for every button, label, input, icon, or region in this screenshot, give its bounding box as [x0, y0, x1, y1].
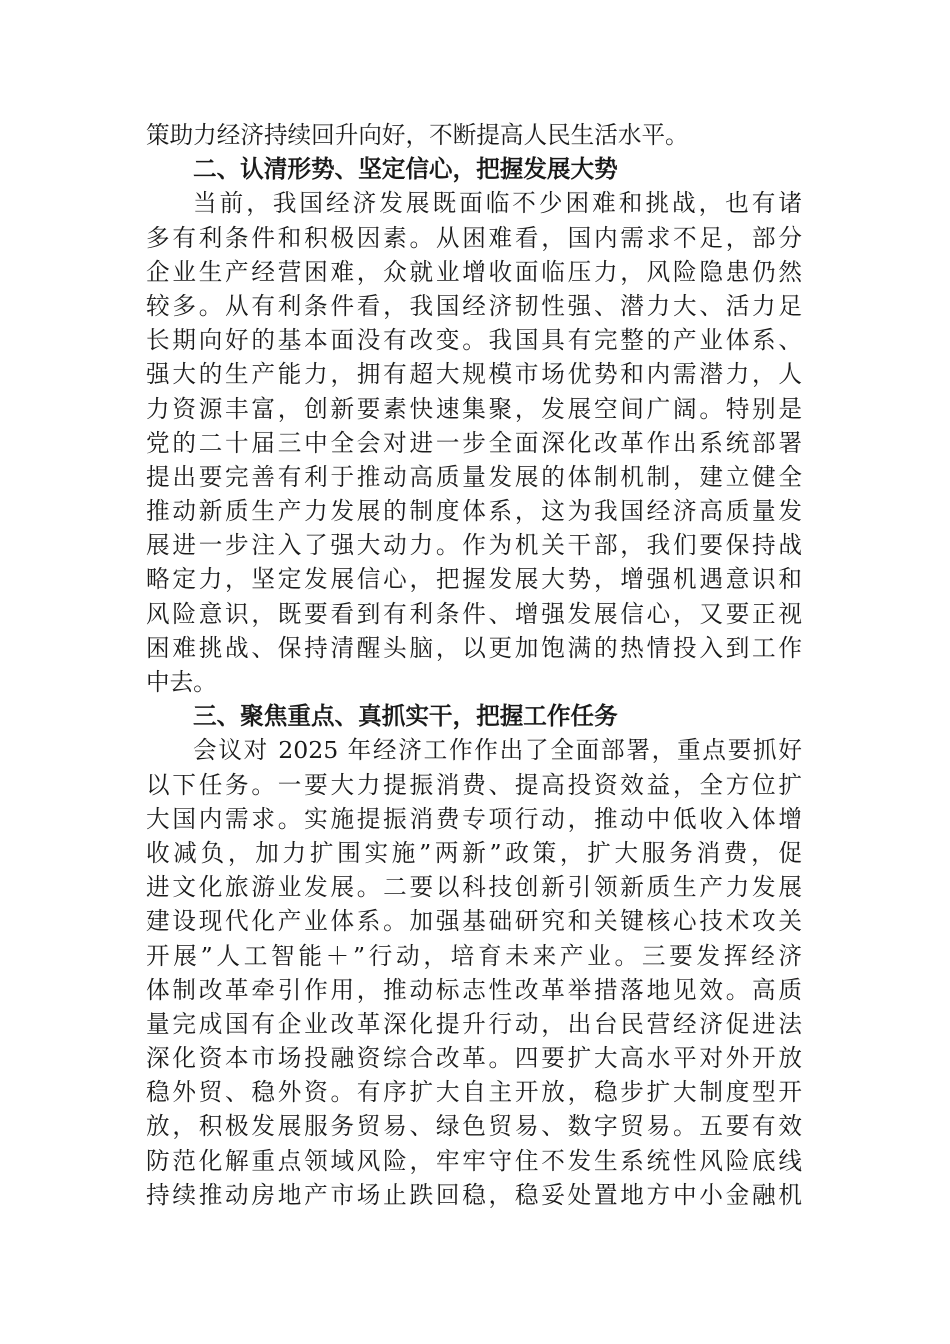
paragraph-line: 量完成国有企业改革深化提升行动，出台民营经济促进法	[146, 1009, 802, 1038]
paragraph-line: 放，积极发展服务贸易、绿色贸易、数字贸易。五要有效	[146, 1112, 802, 1141]
document-body	[146, 118, 802, 1212]
paragraph-line: 推动新质生产力发展的制度体系，这为我国经济高质量发	[146, 497, 802, 526]
paragraph-line: 建设现代化产业体系。加强基础研究和关键核心技术攻关	[146, 907, 802, 936]
paragraph-first-line: 当前，我国经济发展既面临不少困难和挑战，也有诸	[193, 189, 802, 218]
paragraph-line: 风险意识，既要看到有利条件、增强发展信心，又要正视	[146, 599, 802, 628]
paragraph-line: 困难挑战、保持清醒头脑，以更加饱满的热情投入到工作	[146, 633, 802, 662]
paragraph-line: 力资源丰富，创新要素快速集聚，发展空间广阔。特别是	[146, 394, 802, 423]
paragraph-line: 提出要完善有利于推动高质量发展的体制机制，建立健全	[146, 462, 802, 491]
paragraph-line: 开展”人工智能＋”行动，培育未来产业。三要发挥经济	[146, 941, 802, 970]
paragraph-line: 党的二十届三中全会对进一步全面深化改革作出系统部署	[146, 428, 802, 457]
paragraph-line: 多有利条件和积极因素。从困难看，国内需求不足，部分	[146, 223, 802, 252]
paragraph-line: 进文化旅游业发展。二要以科技创新引领新质生产力发展	[146, 873, 802, 902]
paragraph-line: 展进一步注入了强大动力。作为机关干部，我们要保持战	[146, 531, 802, 560]
paragraph-line: 企业生产经营困难，众就业增收面临压力，风险隐患仍然	[146, 257, 802, 286]
paragraph-line: 大国内需求。实施提振消费专项行动，推动中低收入体增	[146, 804, 802, 833]
paragraph-first-line: 会议对 2025 年经济工作作出了全面部署，重点要抓好	[193, 736, 802, 765]
paragraph-line: 体制改革牵引作用，推动标志性改革举措落地见效。高质	[146, 975, 802, 1004]
paragraph-line: 防范化解重点领域风险，牢牢守住不发生系统性风险底线	[146, 1146, 802, 1175]
section-heading: 三、聚焦重点、真抓实干，把握工作任务	[193, 702, 618, 731]
paragraph-line: 较多。从有利条件看，我国经济韧性强、潜力大、活力足	[146, 291, 802, 320]
paragraph-line: 稳外贸、稳外资。有序扩大自主开放，稳步扩大制度型开	[146, 1078, 802, 1107]
paragraph-line: 长期向好的基本面没有改变。我国具有完整的产业体系、	[146, 326, 802, 355]
paragraph-line: 以下任务。一要大力提振消费、提高投资效益，全方位扩	[146, 770, 802, 799]
paragraph-line: 略定力，坚定发展信心，把握发展大势，增强机遇意识和	[146, 565, 802, 594]
paragraph-line: 收减负，加力扩围实施”两新”政策，扩大服务消费，促	[146, 838, 802, 867]
paragraph-line: 强大的生产能力，拥有超大规模市场优势和内需潜力，人	[146, 360, 802, 389]
paragraph-line: 深化资本市场投融资综合改革。四要扩大高水平对外开放	[146, 1044, 802, 1073]
paragraph-line: 持续推动房地产市场止跌回稳，稳妥处置地方中小金融机	[146, 1180, 802, 1209]
paragraph-last-line: 策助力经济持续回升向好，不断提高人民生活水平。	[146, 121, 689, 149]
paragraph-last-line: 中去。	[146, 668, 217, 696]
section-heading: 二、认清形势、坚定信心，把握发展大势	[193, 155, 618, 184]
